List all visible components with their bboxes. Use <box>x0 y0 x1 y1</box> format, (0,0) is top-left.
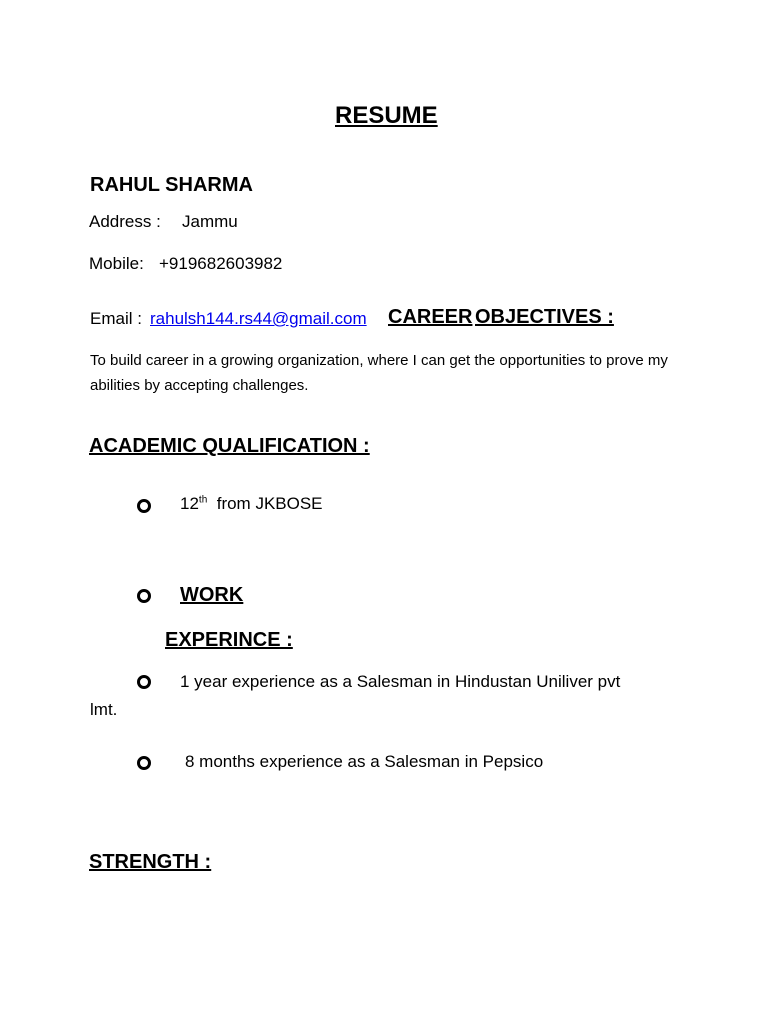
address-value: Jammu <box>182 212 238 231</box>
address-label: Address : <box>89 212 161 231</box>
academic-heading: ACADEMIC QUALIFICATION : <box>89 435 370 457</box>
bullet-icon <box>137 756 151 770</box>
work-item-1-line-1: 1 year experience as a Salesman in Hindustan Uniliver pvt <box>180 672 621 691</box>
career-heading-word-2: OBJECTIVES : <box>475 306 614 328</box>
mobile-value: +919682603982 <box>159 254 283 273</box>
academic-item-rest: from JKBOSE <box>216 494 323 513</box>
candidate-name: RAHUL SHARMA <box>90 174 253 196</box>
career-heading-word-1: CAREER <box>388 306 473 328</box>
academic-item-number: 12 <box>180 494 199 513</box>
career-objective-text: To build career in a growing organization, where I can get the opportunities to prove my abilities by accepting challenges. <box>90 352 668 394</box>
academic-item-suffix: th <box>198 494 208 506</box>
email-label: Email : <box>90 309 142 328</box>
bullet-icon <box>137 499 151 513</box>
bullet-icon <box>137 675 151 689</box>
work-heading-word-1: WORK <box>180 584 244 606</box>
email-link[interactable]: rahulsh144.rs44@gmail.com <box>150 309 367 328</box>
strength-heading: STRENGTH : <box>89 851 212 873</box>
work-item-2: 8 months experience as a Salesman in Pepsico <box>185 752 544 771</box>
mobile-label: Mobile: <box>89 254 144 273</box>
resume-title: RESUME <box>335 102 438 129</box>
bullet-icon <box>137 589 151 603</box>
academic-item <box>180 494 323 514</box>
work-heading-word-2: EXPERINCE : <box>165 629 293 651</box>
work-item-1-line-2: lmt. <box>90 700 118 719</box>
